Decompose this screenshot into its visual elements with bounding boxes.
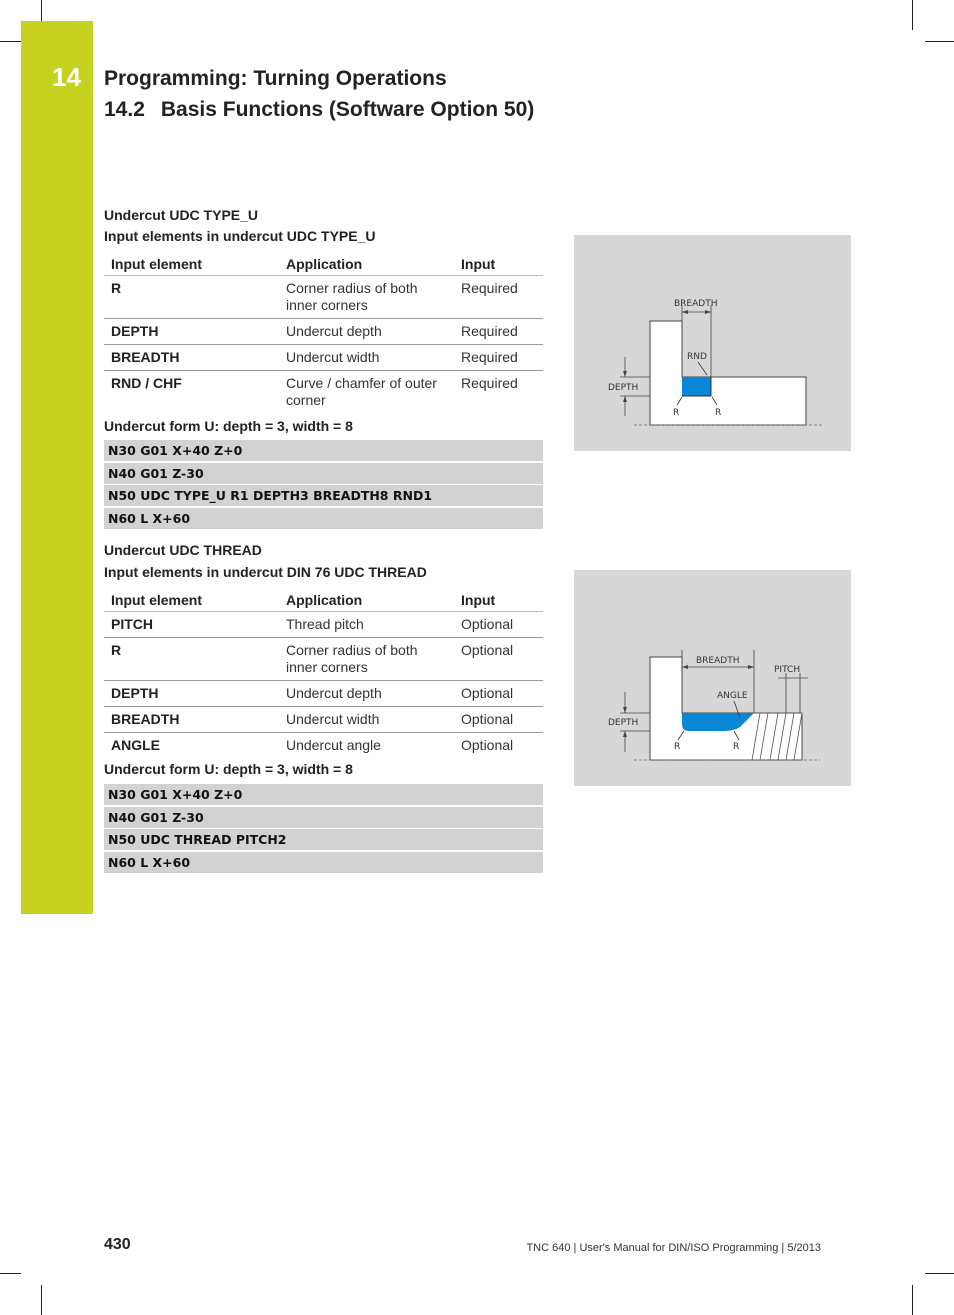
application: Thread pitch [279,612,454,638]
column-header: Input element [104,587,279,612]
type-u-example-heading: Undercut form U: depth = 3, width = 8 [104,418,353,434]
column-header: Input [454,587,543,612]
code-line: N30 G01 X+40 Z+0 [104,784,543,805]
r-label: R [715,408,722,418]
page-number: 430 [104,1236,131,1253]
application: Curve / chamfer of outer corner [286,375,437,408]
r-label: R [733,742,740,752]
table-row [104,638,543,681]
section-title [104,98,534,122]
thread-subheading: Input elements in undercut DIN 76 UDC THREAD [104,564,427,580]
input-type: Optional [454,681,543,707]
input-type: Required [454,276,543,319]
input-element: RND / CHF [111,375,182,391]
type-u-code-block [104,440,543,530]
table-row [104,707,543,733]
section-number: 14.2 [104,98,145,121]
code-line: N60 L X+60 [104,508,543,529]
table-row [104,612,543,638]
input-element: PITCH [104,612,279,638]
column-header: Application [279,251,454,276]
input-element: DEPTH [104,681,279,707]
thread-figure [574,570,851,786]
input-element: R [104,638,279,681]
chapter-number: 14 [52,62,81,92]
type-u-subheading: Input elements in undercut UDC TYPE_U [104,228,376,244]
rnd-label: RND [687,352,707,362]
application: Undercut angle [286,737,381,753]
application: Corner radius of both inner corners [279,638,454,681]
input-type: Optional [454,612,543,638]
section-name: Basis Functions (Software Option 50) [160,98,535,121]
crop-mark [0,41,21,42]
application: Corner radius of both inner corners [279,276,454,319]
table-row [104,681,543,707]
crop-mark [41,0,42,21]
table-row [104,319,543,345]
application: Undercut width [279,707,454,733]
undercut-area [682,377,711,396]
r-label: R [674,742,681,752]
input-element: BREADTH [104,345,279,371]
type-u-figure [574,235,851,451]
crop-mark [912,0,913,30]
r-label: R [673,408,680,418]
angle-label: ANGLE [717,691,748,701]
input-type: Required [454,319,543,345]
column-header: Input [454,251,543,276]
table-header-row [104,251,543,276]
crop-mark [925,41,954,42]
footer-text: TNC 640 | User's Manual for DIN/ISO Programming | 5/2013 [526,1242,821,1254]
thread-code-block [104,784,543,874]
type-u-diagram [574,235,851,451]
input-type: Optional [454,638,543,681]
crop-mark [925,1273,954,1274]
application: Undercut depth [279,319,454,345]
type-u-table [104,251,543,413]
column-header: Application [279,587,454,612]
code-line: N60 L X+60 [104,852,543,873]
thread-heading: Undercut UDC THREAD [104,542,262,558]
code-line: N40 G01 Z-30 [104,463,543,484]
chapter-tab [21,21,93,914]
table-row [104,276,543,319]
table-row [104,733,543,759]
input-element: BREADTH [104,707,279,733]
input-type: Optional [461,737,514,753]
input-element: R [104,276,279,319]
application: Undercut depth [279,681,454,707]
input-type: Required [454,345,543,371]
crop-mark [41,1285,42,1315]
breadth-label: BREADTH [696,656,740,666]
table-row [104,345,543,371]
table-row [104,371,543,414]
code-line: N30 G01 X+40 Z+0 [104,440,543,461]
depth-label: DEPTH [608,718,639,728]
input-type: Required [461,375,518,391]
input-type: Optional [454,707,543,733]
code-line: N40 G01 Z-30 [104,807,543,828]
thread-example-heading: Undercut form U: depth = 3, width = 8 [104,761,353,777]
input-element: DEPTH [104,319,279,345]
crop-mark [0,1273,21,1274]
code-line: N50 UDC THREAD PITCH2 [104,829,543,850]
input-element: ANGLE [111,737,160,753]
chapter-title: Programming: Turning Operations [104,67,447,90]
crop-mark [912,1285,913,1315]
breadth-label: BREADTH [674,299,718,309]
depth-label: DEPTH [608,383,639,393]
type-u-heading: Undercut UDC TYPE_U [104,207,259,223]
thread-diagram [574,570,851,786]
table-header-row [104,587,543,612]
code-line: N50 UDC TYPE_U R1 DEPTH3 BREADTH8 RND1 [104,485,543,506]
pitch-label: PITCH [774,665,801,675]
thread-table [104,587,543,758]
column-header: Input element [104,251,279,276]
application: Undercut width [279,345,454,371]
